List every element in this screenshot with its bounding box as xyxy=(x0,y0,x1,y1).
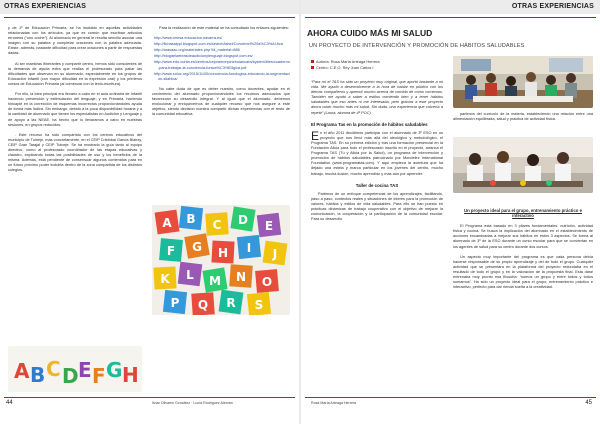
alphabet-letters-image xyxy=(8,346,142,392)
paragraph: Por ello, la idea principal era llevarlo a cabo en el aula ordinaria de Infantil haciendo prevención y estimulación del lenguaje; y en Primaria, haciendo hincapié en la corrección de esquemas incorrectos proporcionándoles ayuda de forma más lúdica. Sin embargo, debido a la poca disponibilidad horaria y a la cantidad de alumnado que tienen los especialistas en Audición y Lenguaje y de apoyo a las NEAE, ha hecho que lo llevaramos a cabo en nuestras sesiones, en grupos reducidos. xyxy=(8,92,142,127)
left-column-1 xyxy=(8,26,142,178)
header-rule xyxy=(4,17,295,18)
svg-text:A: A xyxy=(162,216,172,230)
section-header: OTRAS EXPERIENCIAS xyxy=(4,3,87,10)
svg-text:B: B xyxy=(186,212,196,226)
svg-text:F: F xyxy=(166,244,176,258)
article-title: AHORA CUIDO MÁS MI SALUD xyxy=(307,28,433,38)
paragraph: Un aspecto muy importante del programa es que cada persona debía hacerse responsable de su propio aprendizaje y del de todo el grupo. Cualquier actividad que se presentara en la plataforma del proyecto redundaba en el resultado de todo el grupo y en la valoración de la propuesta final. Esta dase entrenaba muy pronto esa filosofía: “somos un grupo y entre todos y todos sumamos”. Ha sido un proyecto ideal para el grupo, entrenamiento práctico e interactivo, perfecto para dar rienda suelta a la creatividad. xyxy=(453,254,593,290)
footer-authors: Itziar Olivares González · Lucía Rodríguez Alemán xyxy=(152,401,233,405)
paragraph: partimos del currículo de la materia, estableciendo una relación entre una alimentación equilibrada, salud y práctica de actividad física. xyxy=(453,112,593,122)
paragraph: . Este recurso ha sido compartido con los centros educativos del municipio de Tuineje, más concretamente, en el CEIP Cristóbal García Blairzy, CEIP Gran Tarajal y CEIP Tuineje. Se ha mostrado la guía tanto al equipo directivo, como al profesorado coordinador de las etapas educativas y claustro, explicando todas las posibilidades de uso y los beneficios de la misma. Además, está pendiente de consensuar algunos contenidos para en un futuro próximo poder incluirla dentro de la zona compartida de los distintos colegios. xyxy=(8,132,142,173)
right-column-2-lower xyxy=(453,202,593,295)
page-number: 44 xyxy=(6,400,13,406)
links-list xyxy=(152,36,290,82)
svg-text:E: E xyxy=(78,358,92,382)
reference-link[interactable]: http://blogdelaeteasdeaudicionylenguaje.blogspot.com.es/ xyxy=(154,54,253,59)
right-column-1 xyxy=(311,80,443,227)
left-column-2 xyxy=(152,26,290,122)
drop-cap: E xyxy=(311,128,320,143)
section-header: OTRAS EXPERIENCIAS xyxy=(511,3,594,10)
page-number: 45 xyxy=(585,400,592,406)
section-heading: Un proyecto ideal para el grupo, entrenamiento práctico e interactivo xyxy=(464,208,582,219)
svg-text:B: B xyxy=(30,363,46,387)
classroom-photo xyxy=(453,56,593,108)
svg-text:J: J xyxy=(272,247,278,261)
svg-text:E: E xyxy=(264,219,274,233)
svg-text:G: G xyxy=(106,358,123,382)
footer-rule xyxy=(305,397,596,398)
cooking-class-photo xyxy=(453,137,593,193)
section-heading: El Programa Tas en la promoción de hábitos saludables xyxy=(311,121,428,127)
paragraph: El Programa está basado en 3 pilares fundamentales: nutrición, actividad física y cocina. Se busca la implicación del alumnado en el establecimiento de acciones encaminadas a mejorar sus hábitos en estos 3 aspectos. Se forma al alumnado de 3º de la ESO durante un curso escolar para que se conviertan en los agentes de salud para su centro durante dos cursos. xyxy=(453,224,593,249)
bullet-square-icon xyxy=(311,60,314,63)
svg-text:G: G xyxy=(192,240,202,254)
svg-text:N: N xyxy=(235,270,247,284)
reference-link[interactable]: http://fichasalppi.blogspot.com.es/search/label/Concienci%20a%C3%A1fica xyxy=(154,42,283,47)
svg-text:P: P xyxy=(170,296,180,310)
reference-link[interactable]: http://arasaac.org/materiales.php?id_material=886 xyxy=(154,48,240,53)
svg-text:L: L xyxy=(186,268,194,282)
left-page xyxy=(0,0,299,424)
svg-text:D: D xyxy=(62,364,79,388)
links-intro: Para la realización de este material se ha consultado los enlaces siguientes: xyxy=(159,26,289,30)
letter-blocks-image xyxy=(152,205,290,315)
reference-link[interactable]: http://www.onesa.educacion.navarra.es/ xyxy=(154,36,223,41)
svg-text:M: M xyxy=(209,274,221,288)
article-subtitle: UN PROYECTO DE INTERVENCIÓN Y PROMOCIÓN DE HÁBITOS SALUDABLES xyxy=(309,43,525,49)
svg-text:F: F xyxy=(92,364,106,388)
section-heading: Taller de cocina TAS xyxy=(355,182,399,188)
svg-text:C: C xyxy=(212,218,222,232)
paragraph: No cabe duda de que es deber nuestro, como docentes, ayudar en el crecimiento del alumnado proporcionándoles los recursos adecuados que favorezcan su desarrollo integral. Y al igual que el alumnado, debemos evolucionar y enriquecernos de cualquier recurso que nos asegure a este objetivo, siendo decisión nuestra compartir dichas experiencias con el resto de la comunidad educativa. xyxy=(152,86,290,117)
svg-text:C: C xyxy=(46,357,61,381)
svg-text:S: S xyxy=(254,298,264,312)
student-quote: “Para mí el TAS ha sido un proyecto muy original, que aportó bastante a mi vida. Me ayudó a desenvolverme a la hora de hablar en público con los demás compañeros y aprendí mucho acerca de comida de cómo comemos. También me ayudó a saber a estilos comiendo bien y a tener hábitos saludables que eso antes ni me interesaba, pero gracias a este proyecto ahora cuido mucho más mi salud. Sin duda, una experiencia que volvería a repetir” (Laura, alumna de 4º POC) xyxy=(311,80,443,115)
svg-text:D: D xyxy=(238,213,248,227)
svg-text:K: K xyxy=(160,272,170,286)
paragraph: Al ser maestras itinerantes y compartir centro, hemos sido conscientes de la demanda de ayuda extra que realiza el profesorado para paliar las dificultades que observan en su alumnado, especialmente en los grupos de Educación Infantil (con mayor dificultad en la expresión oral) y los primeros cursos de Educación Primaria (al comenzar con la lecto-escritura). xyxy=(8,61,142,86)
svg-text:R: R xyxy=(226,296,236,310)
reference-link[interactable]: http://www.edu.xunta.es/centros/ceipramonpineirolancara/system/files/cuaderno-para-trabajar-la-conciencia-fonica%C3%B3gica.pdf xyxy=(154,60,290,70)
paragraph: Partimos de un enfoque competencial de los aprendizajes, facilitando, paso a paso, contextos reales y situaciones de interés para la promoción de valores, hábitos y estilos de vida saludables. Para ello se han puesto en prácticas dinámicas de trabajo cooperativo con el objetivo de mejorar la comunicación, la cooperación y la participación de la comunidad escolar. Para su desarrollo xyxy=(311,191,443,222)
bullet-square-icon xyxy=(311,66,314,69)
paragraph: y de 1º de Educación Primaria, se ha insistido en aquellas actividades relacionadas con los artículos, ya que es común que escriban artículos erróneos (“uno coche”). Al alumnado en general le resulta sencillo asociar una imagen con su palabra y completar oraciones con la palabra adecuada. Existe, además, bastante dificultad para crear oraciones a partir de respuestas dadas. xyxy=(8,26,142,56)
header-rule xyxy=(305,17,596,18)
right-column-2 xyxy=(453,112,593,127)
reference-link[interactable]: http://www.suluz.org/2015/11/05/conciencia-fonologica-educando-la-segmentacion-silabica/ xyxy=(154,71,290,81)
svg-text:H: H xyxy=(217,246,229,260)
svg-text:I: I xyxy=(246,241,252,255)
footer-author: Rosa María Arteaga Herrera xyxy=(311,401,357,405)
footer-rule xyxy=(4,397,295,398)
paragraph: En el año 2011 decidimos participar con el alumnado de 3º ESO en un proyecto que nos llevó más allá del ideológico y metodológico, el Programa TAS. En su primera edición y tras una formación presencial en la Fundación Alicia para todo el profesorado inscrito en el proyecto, arranca el Programa TAS (Tú y Alicia por la Salud), un programa de intervención y promoción de hábitos saludables patrocinado por Mondelez International Foundation (www.programatas.com). Y aquí empieza la aventura que ha dejado una estela y marca particular en los jóvenes del centro, mucho trabajo, mucha ilusión, mucho aprendido y más aún por aprender. xyxy=(311,128,443,176)
svg-text:H: H xyxy=(122,363,139,387)
right-page xyxy=(301,0,600,424)
center-line: Centro: C.E.O. Rey Juan Carlos I xyxy=(311,65,374,70)
svg-text:A: A xyxy=(14,359,30,383)
svg-text:O: O xyxy=(261,275,273,289)
author-line: Autor/a: Rosa María Arteaga Herrera xyxy=(311,59,380,64)
svg-text:Q: Q xyxy=(197,298,209,312)
